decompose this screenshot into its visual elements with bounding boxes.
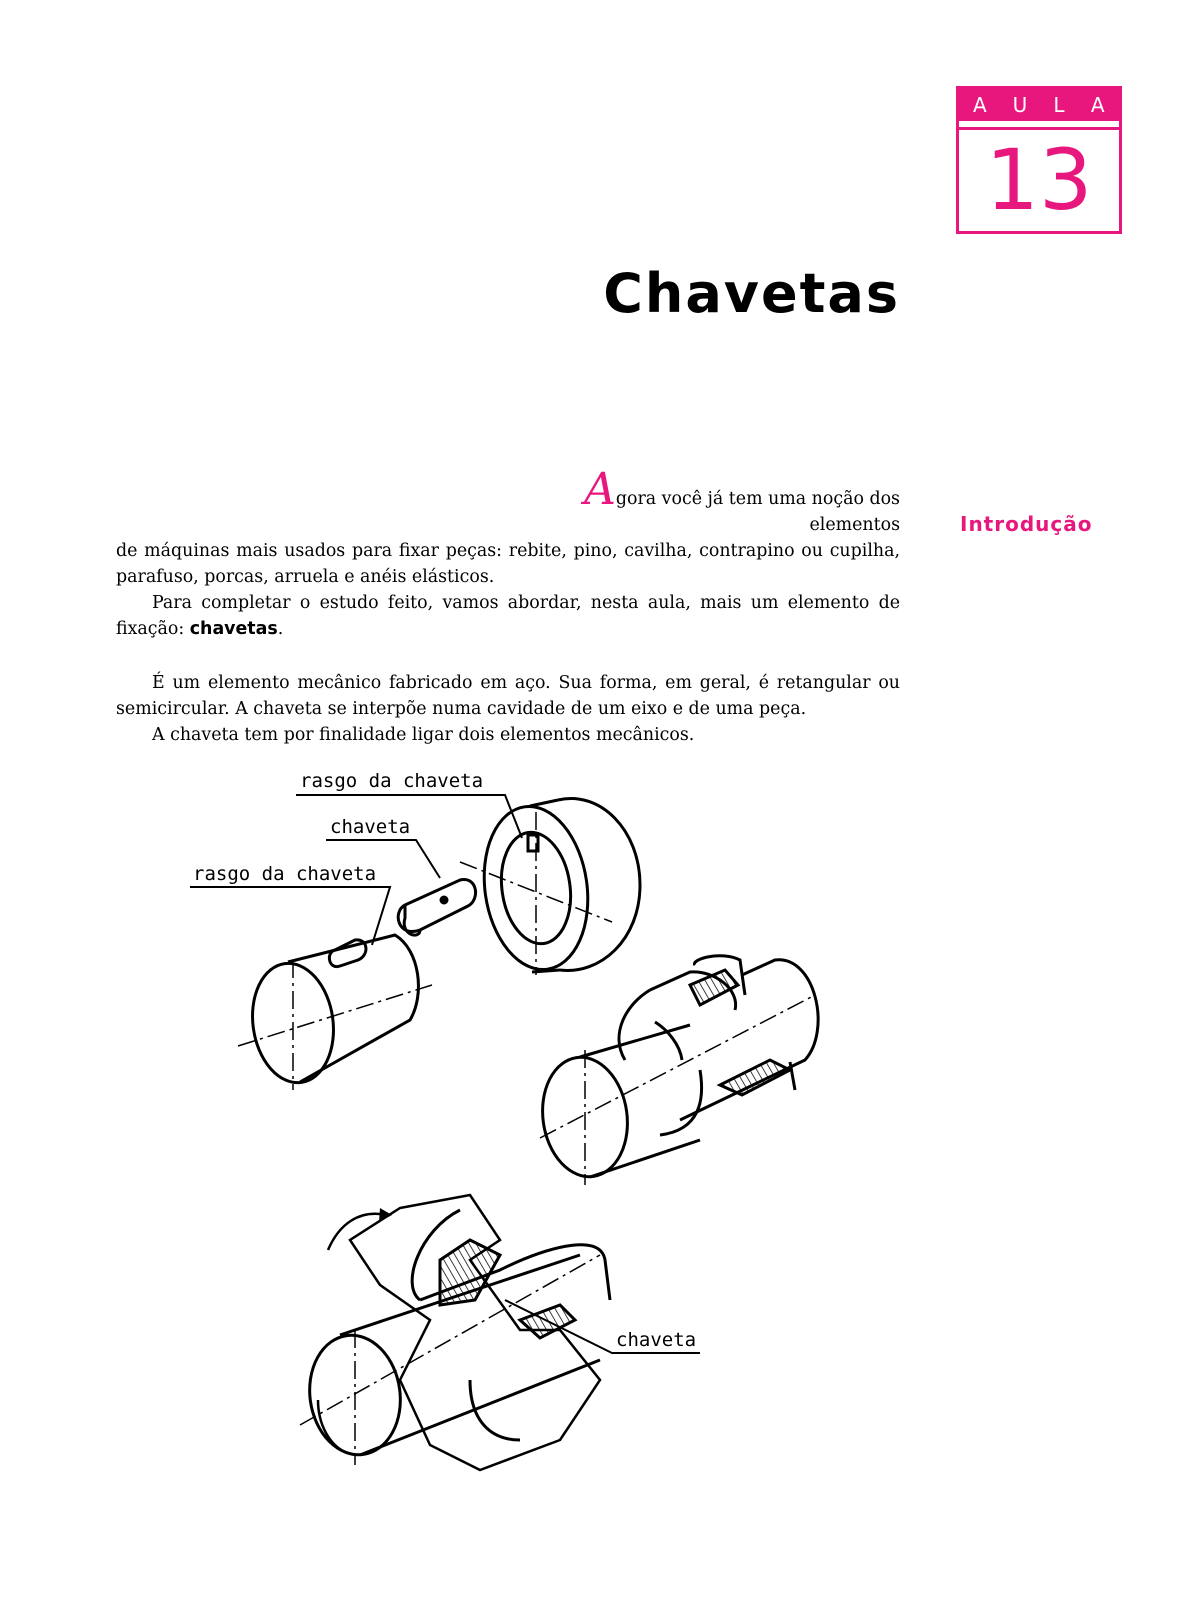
lesson-badge-label: AULA [959, 89, 1119, 121]
chavetas-term: chavetas [189, 619, 278, 639]
definition-paragraph: É um elemento mecânico fabricado em aço. Sua forma, em geral, é retangular ou semicircular. A chaveta se interpõe numa cavidade de um eixo e de uma peça. [116, 673, 900, 719]
loose-key [398, 880, 475, 936]
purpose-paragraph: A chaveta tem por finalidade ligar dois elementos mecânicos. [152, 725, 695, 745]
shaft-left [238, 935, 432, 1090]
hub-ring [460, 798, 640, 976]
label-rasgo-top: rasgo da chaveta [300, 770, 484, 792]
leader-rasgo-left [190, 887, 390, 945]
intro-paragraph-2-text: Para completar o estudo feito, vamos abordar, nesta aula, mais um elemento de fixação: [116, 593, 900, 639]
gear-assembly [300, 1195, 610, 1470]
intro-paragraph-rest: de máquinas mais usados para fixar peças: rebite, pino, cavilha, contrapino ou cupilha, parafuso, porcas, arruela e anéis elásticos. [116, 541, 900, 587]
intro-paragraph-2-end: . [277, 619, 284, 639]
section-label: Introdução [960, 512, 1093, 536]
intro-first-line-text: gora você já tem uma noção dos elementos [615, 489, 900, 535]
page-title: Chavetas [603, 262, 900, 325]
assembly-right [535, 956, 818, 1185]
label-rasgo-left: rasgo da chaveta [193, 863, 377, 885]
drop-cap: A [584, 464, 616, 515]
label-chaveta-top: chaveta [330, 816, 411, 838]
lesson-number: 13 [985, 131, 1093, 229]
label-chaveta-bottom: chaveta [616, 1329, 697, 1351]
